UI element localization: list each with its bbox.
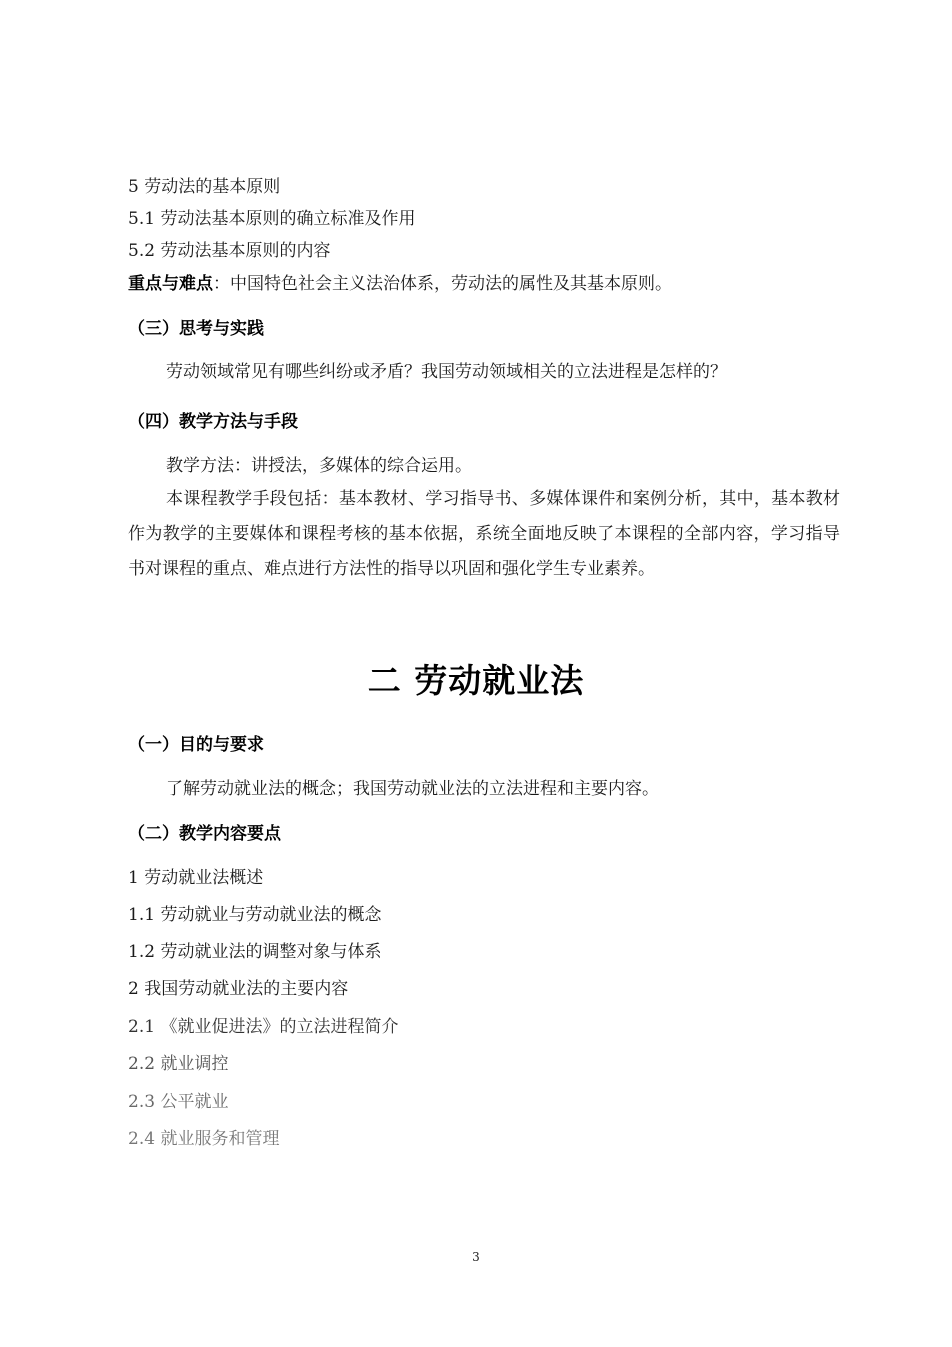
- key-points-label: 重点与难点: [128, 274, 213, 294]
- outline-item: 2.4 就业服务和管理: [128, 1129, 280, 1149]
- methods-heading: （四）教学方法与手段: [128, 412, 298, 432]
- outline-item: 2.3 公平就业: [128, 1092, 229, 1112]
- outline-item: 2.2 就业调控: [128, 1054, 229, 1074]
- outline-item: 2.1 《就业促进法》的立法进程简介: [128, 1017, 399, 1037]
- key-points-text: ：中国特色社会主义法治体系，劳动法的属性及其基本原则。: [213, 274, 672, 294]
- outline-item: 2 我国劳动就业法的主要内容: [128, 979, 349, 999]
- goals-heading: （一）目的与要求: [128, 735, 264, 755]
- page-number: 3: [472, 1250, 480, 1264]
- chapter-title: 二 劳动就业法: [367, 661, 585, 700]
- practice-text: 劳动领域常见有哪些纠纷或矛盾？我国劳动领域相关的立法进程是怎样的？: [166, 362, 727, 382]
- outline-item: 1.1 劳动就业与劳动就业法的概念: [128, 905, 382, 925]
- teaching-means-paragraph: 本课程教学手段包括：基本教材、学习指导书、多媒体课件和案例分析，其中，基本教材作为教学的主要媒体和课程考核的基本依据，系统全面地反映了本课程的全部内容，学习指导书对课程的重点、难点进行方法性的指导以巩固和强化学生专业素养。: [128, 489, 840, 579]
- methods-text: 教学方法：讲授法，多媒体的综合运用。: [166, 456, 472, 476]
- outline-item: 1 劳动就业法概述: [128, 868, 264, 888]
- goals-text: 了解劳动就业法的概念；我国劳动就业法的立法进程和主要内容。: [166, 779, 659, 799]
- outline-item: 5 劳动法的基本原则: [128, 177, 281, 197]
- outline-item: 1.2 劳动就业法的调整对象与体系: [128, 942, 382, 962]
- outline-item: 5.1 劳动法基本原则的确立标准及作用: [128, 209, 416, 229]
- key-points-line: [128, 272, 672, 296]
- practice-heading: （三）思考与实践: [128, 319, 264, 339]
- outline-item: 5.2 劳动法基本原则的内容: [128, 241, 331, 261]
- content-heading: （二）教学内容要点: [128, 824, 281, 844]
